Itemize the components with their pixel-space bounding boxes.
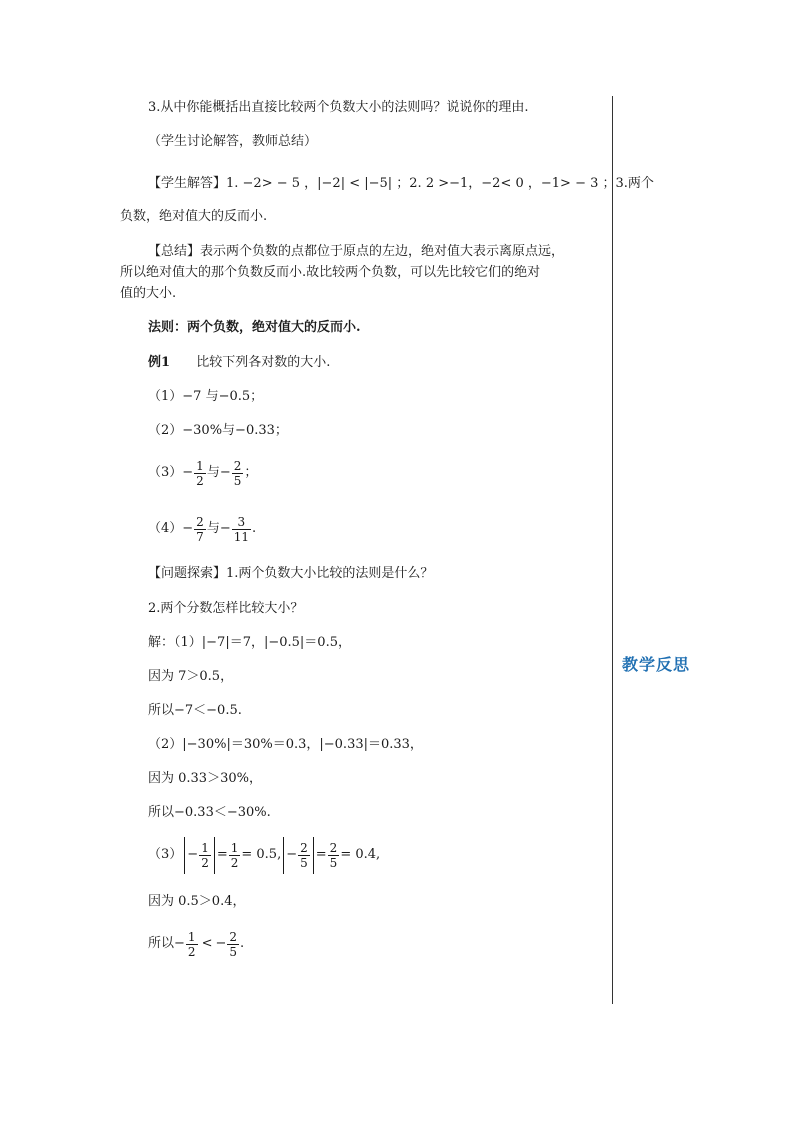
- fraction-denominator: 2: [187, 944, 196, 959]
- solution-line-9: [148, 926, 244, 963]
- item-2: （2）−30%与−0.33；: [148, 423, 288, 438]
- question-3: 3.从中你能概括出直接比较两个负数大小的法则吗？说说你的理由.: [148, 100, 529, 115]
- example-text: 比较下列各对数的大小.: [196, 355, 331, 370]
- fraction-denominator: 5: [329, 855, 338, 870]
- minus-sign: −: [286, 847, 298, 862]
- item-4-fraction-b: [232, 515, 251, 544]
- fraction-numerator: 1: [201, 840, 209, 855]
- solution-line-8: 因为 0.5＞0.4，: [148, 894, 246, 909]
- abs-value-b: [283, 837, 314, 874]
- fraction-numerator: 2: [229, 929, 238, 944]
- fraction-numerator: 2: [196, 514, 204, 529]
- fraction-denominator: 5: [233, 473, 242, 488]
- fraction-numerator: 1: [196, 458, 204, 473]
- fraction-numerator: 1: [230, 840, 239, 855]
- summary-line-1: 【总结】表示两个负数的点都位于原点的左边，绝对值大表示离原点远，: [148, 244, 565, 259]
- example-label: 例1: [148, 355, 171, 370]
- item-1: （1）−7 与−0.5；: [148, 389, 264, 404]
- minus-sign: −: [215, 936, 227, 951]
- fraction: [186, 930, 198, 959]
- item-4-end: .: [252, 521, 257, 536]
- item-3-mid: 与−: [206, 465, 231, 480]
- fraction-numerator: 2: [300, 840, 308, 855]
- item-3-prefix: （3）−: [148, 465, 194, 480]
- fraction-numerator: 3: [232, 515, 251, 530]
- column-divider: [612, 96, 613, 1004]
- explore-line-1: 【问题探索】1.两个负数大小比较的法则是什么？: [148, 566, 434, 581]
- solution-line-6: 所以−0.33＜−30%.: [148, 805, 271, 820]
- fraction: [199, 841, 211, 870]
- equals-sign: =: [216, 847, 228, 863]
- solution-line-1: 解：（1）|−7|＝7，|−0.5|＝0.5，: [148, 635, 351, 650]
- fraction: [229, 841, 241, 870]
- student-answer-line-2: 负数，绝对值大的反而小.: [120, 209, 268, 224]
- value-text: = 0.4,: [340, 847, 381, 863]
- solution-7-prefix: （3）: [148, 847, 183, 863]
- item-3-end: ；: [244, 465, 258, 480]
- item-4-mid: 与−: [206, 521, 231, 536]
- fraction: [298, 841, 310, 870]
- item-4-prefix: （4）−: [148, 521, 194, 536]
- solution-line-5: 因为 0.33＞30%，: [148, 771, 262, 786]
- fraction-denominator: 11: [233, 529, 249, 544]
- fraction-denominator: 7: [196, 529, 204, 544]
- fraction-denominator: 2: [196, 473, 204, 488]
- minus-sign: −: [174, 936, 185, 951]
- fraction-denominator: 5: [300, 855, 308, 870]
- less-than-sign: <: [201, 936, 213, 951]
- fraction-numerator: 2: [233, 458, 242, 473]
- solution-line-3: 所以−7＜−0.5.: [148, 703, 242, 718]
- fraction: [328, 841, 340, 870]
- period: .: [240, 936, 245, 951]
- solution-line-4: （2）|−30%|＝30%＝0.3，|−0.33|＝0.33，: [148, 737, 423, 752]
- fraction-numerator: 1: [187, 929, 196, 944]
- solution-line-2: 因为 7＞0.5，: [148, 669, 234, 684]
- fraction-denominator: 5: [229, 944, 238, 959]
- item-3: [148, 455, 257, 492]
- fraction-denominator: 2: [230, 855, 239, 870]
- fraction-numerator: 2: [329, 840, 338, 855]
- minus-sign: −: [187, 847, 199, 862]
- solution-9-prefix: 所以: [148, 936, 175, 951]
- summary-line-2: 所以绝对值大的那个负数反而小.故比较两个负数，可以先比较它们的绝对: [120, 265, 541, 280]
- item-3-fraction-a: [194, 459, 206, 488]
- summary-line-3: 值的大小.: [120, 286, 177, 301]
- sidebar-title: 教学反思: [622, 655, 691, 674]
- item-3-fraction-b: [232, 459, 244, 488]
- fraction-denominator: 2: [201, 855, 209, 870]
- rule-statement: 法则：两个负数，绝对值大的反而小.: [148, 320, 361, 335]
- item-4-fraction-a: [194, 515, 206, 544]
- solution-line-7: [148, 837, 380, 874]
- item-4: [148, 511, 256, 548]
- equals-sign: =: [315, 847, 327, 863]
- student-answer-line-1: 【学生解答】1. −2> − 5 ，|−2| < |−5| ；2. 2 >−1，−2< 0 ，−1> − 3 ；3.两个: [148, 176, 654, 191]
- explore-line-2: 2.两个分数怎样比较大小？: [148, 601, 304, 616]
- fraction: [227, 930, 239, 959]
- discussion-note: （学生讨论解答，教师总结）: [148, 134, 318, 149]
- value-text: = 0.5,: [241, 847, 282, 863]
- abs-value-a: [184, 837, 215, 874]
- example-1: [148, 353, 330, 373]
